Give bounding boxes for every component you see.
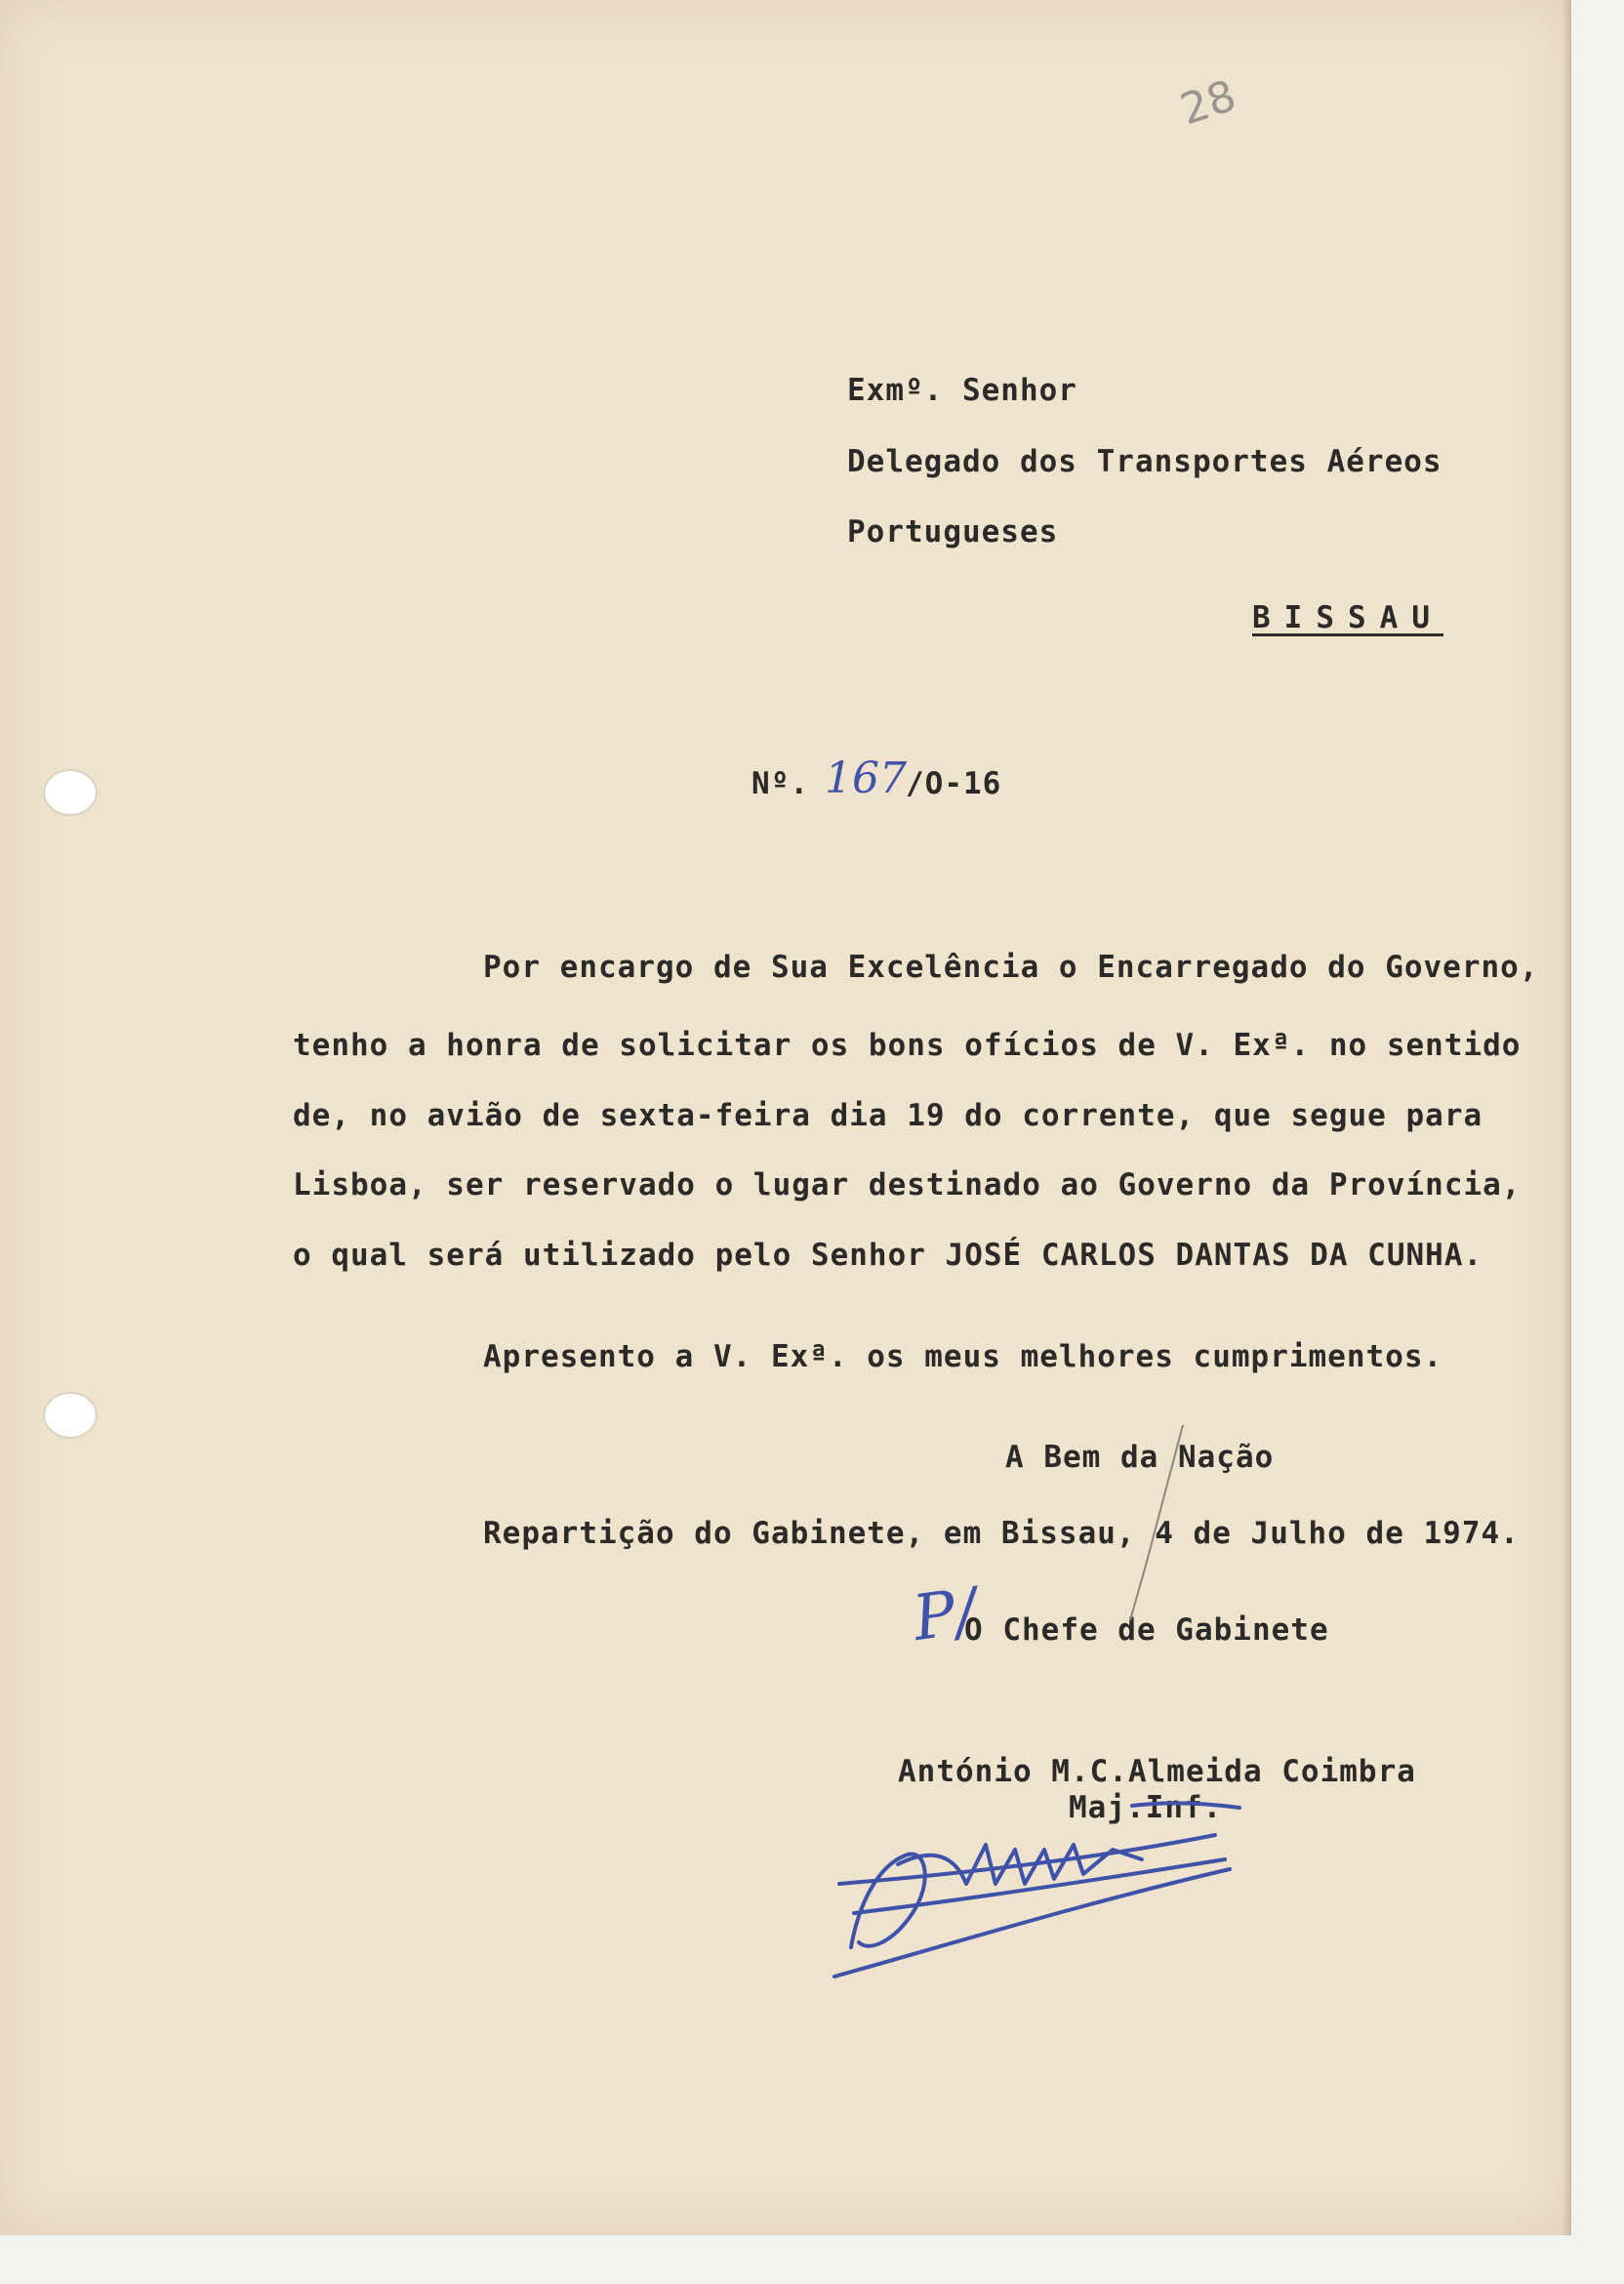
closing-line: Apresento a V. Exª. os meus melhores cumprimentos. (483, 1339, 1443, 1374)
handwritten-pp: P/ (909, 1574, 982, 1656)
motto: A Bem da Nação (1005, 1440, 1275, 1475)
recipient-salutation: Exmº. Senhor (847, 373, 1077, 408)
body-line-4: Lisboa, ser reservado o lugar destinado ao Governo da Província, (293, 1167, 1522, 1203)
reference-suffix: /O-16 (906, 766, 1002, 801)
body-line-2: tenho a honra de solicitar os bons ofícios de V. Exª. no sentido (293, 1028, 1522, 1063)
recipient-line-1: Delegado dos Transportes Aéreos (847, 444, 1442, 479)
body-line-1: Por encargo de Sua Excelência o Encarregado do Governo, (483, 950, 1539, 985)
recipient-city: BISSAU (1252, 600, 1443, 635)
place-and-date: Repartição do Gabinete, em Bissau, 4 de Julho de 1974. (483, 1516, 1520, 1551)
body-line-5: o qual será utilizado pelo Senhor JOSÉ CARLOS DANTAS DA CUNHA. (293, 1238, 1483, 1273)
signatory-name: António M.C.Almeida Coimbra (898, 1754, 1416, 1789)
reference-handwritten-number: 167 (825, 754, 907, 803)
body-line-3: de, no avião de sexta-feira dia 19 do corrente, que segue para (293, 1098, 1483, 1133)
signatory-rank: Maj.Inf. (1069, 1790, 1223, 1825)
reference-prefix: Nº. (751, 766, 809, 801)
pencil-slash-mark (1130, 1425, 1183, 1620)
handwritten-signature (834, 1803, 1239, 1977)
signatory-title: O Chefe de Gabinete (964, 1612, 1329, 1648)
pencil-corner-mark: 28 (1174, 70, 1242, 136)
recipient-line-2: Portugueses (847, 514, 1059, 550)
